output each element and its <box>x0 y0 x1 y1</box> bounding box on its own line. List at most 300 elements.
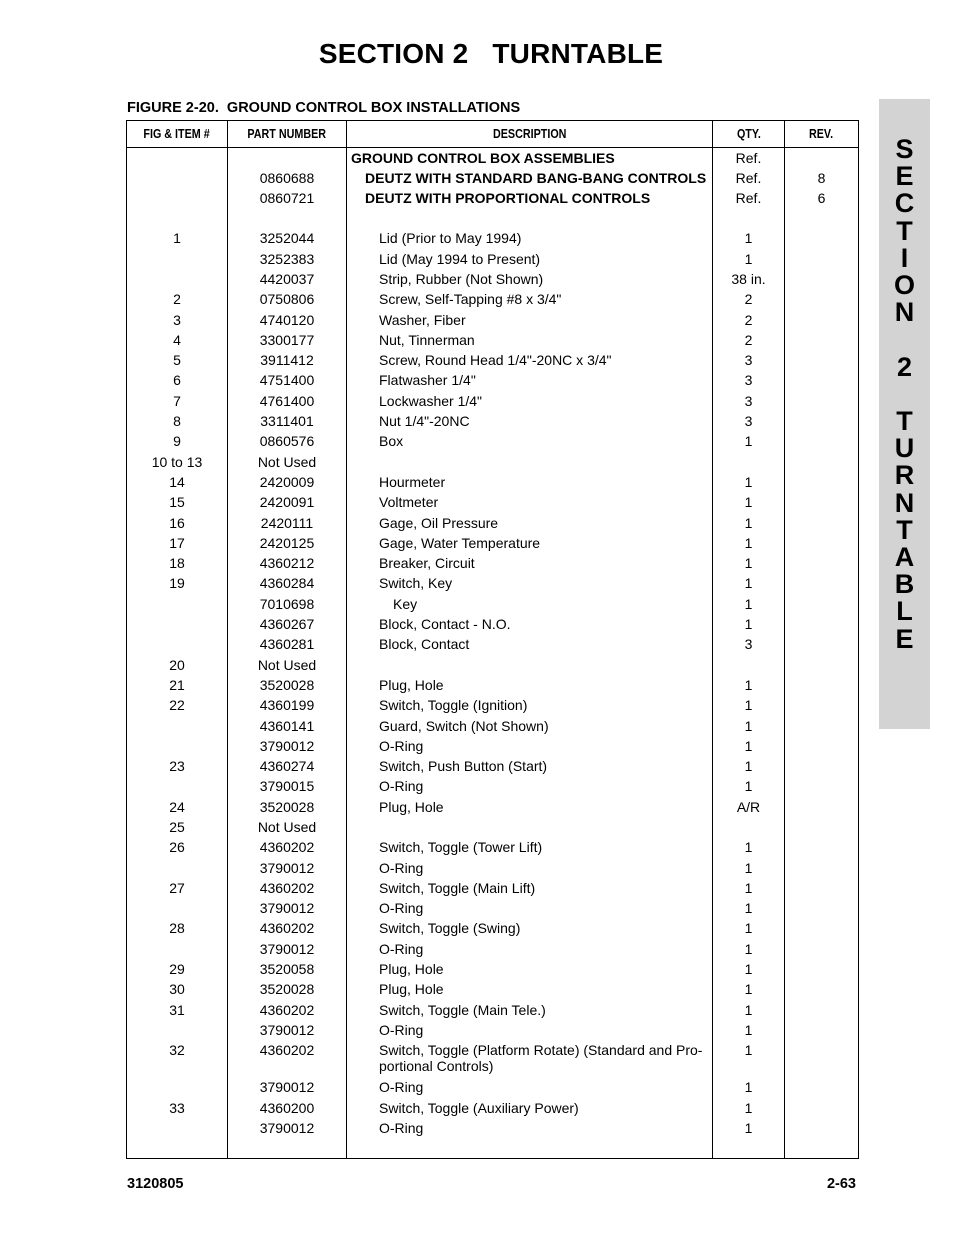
fig-item-cell <box>127 858 228 878</box>
header-part-number: PART NUMBER <box>228 121 347 148</box>
description-cell <box>347 513 713 533</box>
side-tab-letter: N <box>894 487 915 518</box>
description-text: O-Ring <box>379 778 424 795</box>
rev-cell <box>785 898 859 918</box>
part-number-cell: 4420037 <box>228 269 347 289</box>
table-row <box>127 452 859 472</box>
qty-cell: 3 <box>713 350 785 370</box>
description-text: O-Ring <box>379 1079 424 1096</box>
part-number-cell: Not Used <box>228 452 347 472</box>
fig-item-cell <box>127 939 228 959</box>
fig-item-cell: 10 to 13 <box>127 452 228 472</box>
description-cell <box>347 979 713 999</box>
qty-cell: A/R <box>713 797 785 817</box>
description-cell <box>347 553 713 573</box>
side-tab-letter: C <box>894 188 915 219</box>
part-number-cell: 0860688 <box>228 168 347 188</box>
description-text: Lid (Prior to May 1994) <box>379 230 522 247</box>
fig-item-cell: 15 <box>127 492 228 512</box>
filler-cell <box>347 1138 713 1158</box>
description-text: Voltmeter <box>379 494 439 511</box>
part-number-cell: 3790012 <box>228 898 347 918</box>
rev-cell <box>785 1118 859 1138</box>
side-tab-letter: T <box>896 406 913 437</box>
table-row <box>127 675 859 695</box>
side-tab-letter: U <box>894 433 915 464</box>
description-text: Switch, Toggle (Auxiliary Power) <box>379 1099 579 1116</box>
part-number-cell: 3790012 <box>228 939 347 959</box>
description-cell <box>347 370 713 390</box>
description-cell <box>347 898 713 918</box>
description-text: O-Ring <box>379 859 424 876</box>
fig-item-cell <box>127 594 228 614</box>
description-text: Plug, Hole <box>379 798 444 815</box>
description-text: Switch, Push Button (Start) <box>379 758 548 775</box>
rev-cell <box>785 959 859 979</box>
table-row <box>127 858 859 878</box>
description-cell <box>347 452 713 472</box>
part-number-cell: 2420125 <box>228 533 347 553</box>
rev-cell <box>785 1020 859 1040</box>
rev-cell <box>785 513 859 533</box>
description-cell <box>347 148 713 168</box>
table-row <box>127 1000 859 1020</box>
rev-cell <box>785 553 859 573</box>
part-number-cell: 4360202 <box>228 918 347 938</box>
header-fig-item: FIG & ITEM # <box>127 121 228 148</box>
fig-item-cell: 20 <box>127 655 228 675</box>
rev-cell <box>785 837 859 857</box>
description-text: Switch, Toggle (Ignition) <box>379 697 528 714</box>
part-number-cell: 3790012 <box>228 1077 347 1097</box>
table-row <box>127 168 859 188</box>
fig-item-cell: 22 <box>127 695 228 715</box>
qty-cell: Ref. <box>713 148 785 168</box>
table-header-row <box>127 121 859 148</box>
table-row <box>127 1040 859 1077</box>
description-text: GROUND CONTROL BOX ASSEMBLIES <box>351 150 615 166</box>
rev-cell <box>785 675 859 695</box>
fig-item-cell: 3 <box>127 310 228 330</box>
part-number-cell: 4761400 <box>228 391 347 411</box>
rev-cell: 8 <box>785 168 859 188</box>
fig-item-cell: 18 <box>127 553 228 573</box>
description-cell <box>347 655 713 675</box>
description-cell <box>347 837 713 857</box>
qty-cell: 1 <box>713 472 785 492</box>
part-number-cell: 3520058 <box>228 959 347 979</box>
description-text: O-Ring <box>379 1119 424 1136</box>
qty-cell: Ref. <box>713 168 785 188</box>
description-cell <box>347 533 713 553</box>
description-cell <box>347 472 713 492</box>
table-row <box>127 289 859 309</box>
fig-item-cell: 24 <box>127 797 228 817</box>
qty-cell <box>713 452 785 472</box>
fig-item-cell: 26 <box>127 837 228 857</box>
table-row <box>127 918 859 938</box>
description-text: Key <box>393 595 418 612</box>
table-row <box>127 594 859 614</box>
parts-table <box>126 120 859 1159</box>
part-number-cell: 4360202 <box>228 1040 347 1077</box>
rev-cell <box>785 269 859 289</box>
part-number-cell: 4360281 <box>228 634 347 654</box>
rev-cell <box>785 979 859 999</box>
side-tab-letter: T <box>896 215 913 246</box>
part-number-cell: 4360267 <box>228 614 347 634</box>
rev-cell <box>785 228 859 248</box>
description-text: Block, Contact - N.O. <box>379 616 511 633</box>
rev-cell <box>785 148 859 168</box>
qty-cell: 1 <box>713 1040 785 1077</box>
fig-item-cell <box>127 1118 228 1138</box>
description-cell <box>347 431 713 451</box>
table-row <box>127 817 859 837</box>
qty-cell: 1 <box>713 675 785 695</box>
part-number-cell: 0860576 <box>228 431 347 451</box>
description-text: Screw, Round Head 1/4"-20NC x 3/4" <box>379 352 612 369</box>
part-number-cell: 2420111 <box>228 513 347 533</box>
rev-cell <box>785 614 859 634</box>
description-cell <box>347 1098 713 1118</box>
rev-cell <box>785 411 859 431</box>
fig-item-cell: 28 <box>127 918 228 938</box>
side-tab-letter <box>879 326 930 353</box>
part-number-cell: 2420091 <box>228 492 347 512</box>
table-row <box>127 959 859 979</box>
side-tab-letter: O <box>893 270 915 301</box>
table-row <box>127 228 859 248</box>
description-text: Box <box>379 433 404 450</box>
table-row <box>127 513 859 533</box>
part-number-cell: Not Used <box>228 817 347 837</box>
figure-title: FIGURE 2-20. GROUND CONTROL BOX INSTALLATIONS <box>127 100 521 116</box>
part-number-cell: 3311401 <box>228 411 347 431</box>
header-rev: REV. <box>785 121 859 148</box>
qty-cell: 1 <box>713 431 785 451</box>
rev-cell <box>785 452 859 472</box>
fig-item-cell <box>127 188 228 208</box>
part-number-cell: 2420009 <box>228 472 347 492</box>
description-cell <box>347 756 713 776</box>
qty-cell: 3 <box>713 370 785 390</box>
qty-cell: 1 <box>713 959 785 979</box>
side-tab-letter: E <box>895 161 914 192</box>
side-tab-letter: L <box>896 596 913 627</box>
qty-cell: 2 <box>713 330 785 350</box>
table-row <box>127 837 859 857</box>
description-text: Breaker, Circuit <box>379 555 475 572</box>
part-number-cell: 3520028 <box>228 979 347 999</box>
qty-cell: 1 <box>713 228 785 248</box>
qty-cell: 2 <box>713 310 785 330</box>
fig-item-cell: 21 <box>127 675 228 695</box>
part-number-cell: 3790015 <box>228 776 347 796</box>
description-text: Strip, Rubber (Not Shown) <box>379 270 544 287</box>
description-cell <box>347 878 713 898</box>
section-title: SECTION 2 TURNTABLE <box>318 38 664 69</box>
qty-cell: 1 <box>713 898 785 918</box>
qty-cell: 1 <box>713 249 785 269</box>
table-row <box>127 208 859 228</box>
description-cell <box>347 350 713 370</box>
part-number-cell: 4360199 <box>228 695 347 715</box>
part-number-cell: 4360200 <box>228 1098 347 1118</box>
description-text: Plug, Hole <box>379 961 444 978</box>
table-row <box>127 614 859 634</box>
description-text: Switch, Toggle (Platform Rotate) (Standard and Pro-portional Controls) <box>379 1042 703 1075</box>
description-cell <box>347 918 713 938</box>
rev-cell <box>785 370 859 390</box>
description-text: Nut 1/4"-20NC <box>379 413 470 430</box>
table-row <box>127 533 859 553</box>
rev-cell: 6 <box>785 188 859 208</box>
fig-item-cell <box>127 634 228 654</box>
qty-cell: 1 <box>713 533 785 553</box>
fig-item-cell: 27 <box>127 878 228 898</box>
table-row <box>127 330 859 350</box>
description-text: Lockwasher 1/4" <box>379 392 483 409</box>
qty-cell: 1 <box>713 979 785 999</box>
qty-cell: 1 <box>713 736 785 756</box>
table-row <box>127 736 859 756</box>
section-side-tab <box>879 99 930 729</box>
fig-item-cell <box>127 148 228 168</box>
table-row <box>127 391 859 411</box>
side-tab-letter: R <box>894 460 915 491</box>
qty-cell: 1 <box>713 492 785 512</box>
fig-item-cell: 9 <box>127 431 228 451</box>
qty-cell: 1 <box>713 776 785 796</box>
description-cell <box>347 959 713 979</box>
qty-cell: 1 <box>713 1118 785 1138</box>
description-text: O-Ring <box>379 900 424 917</box>
rev-cell <box>785 716 859 736</box>
description-text: Plug, Hole <box>379 981 444 998</box>
table-row <box>127 188 859 208</box>
qty-cell: 3 <box>713 411 785 431</box>
qty-cell: 1 <box>713 513 785 533</box>
rev-cell <box>785 492 859 512</box>
rev-cell <box>785 878 859 898</box>
side-tab-letter: N <box>894 297 915 328</box>
side-tab-letter: E <box>895 623 914 654</box>
filler-cell <box>228 1138 347 1158</box>
part-number-cell: 4360202 <box>228 837 347 857</box>
part-number-cell: 4360202 <box>228 878 347 898</box>
table-filler-row <box>127 1138 859 1158</box>
side-tab-letter: I <box>900 242 909 273</box>
part-number-cell: 7010698 <box>228 594 347 614</box>
fig-item-cell <box>127 249 228 269</box>
description-cell <box>347 695 713 715</box>
qty-cell: 1 <box>713 1077 785 1097</box>
rev-cell <box>785 736 859 756</box>
fig-item-cell: 19 <box>127 573 228 593</box>
table-row <box>127 716 859 736</box>
description-cell <box>347 330 713 350</box>
rev-cell <box>785 918 859 938</box>
qty-cell: 1 <box>713 1020 785 1040</box>
description-text: O-Ring <box>379 737 424 754</box>
part-number-cell <box>228 148 347 168</box>
description-cell <box>347 797 713 817</box>
rev-cell <box>785 431 859 451</box>
rev-cell <box>785 695 859 715</box>
qty-cell <box>713 208 785 228</box>
fig-item-cell <box>127 736 228 756</box>
qty-cell: 3 <box>713 634 785 654</box>
description-text: Block, Contact <box>379 636 470 653</box>
fig-item-cell <box>127 269 228 289</box>
description-cell <box>347 208 713 228</box>
rev-cell <box>785 594 859 614</box>
fig-item-cell: 23 <box>127 756 228 776</box>
side-tab-letter: A <box>894 542 915 573</box>
qty-cell: 1 <box>713 939 785 959</box>
part-number-cell: 4360212 <box>228 553 347 573</box>
qty-cell <box>713 817 785 837</box>
table-row <box>127 249 859 269</box>
description-cell <box>347 269 713 289</box>
description-cell <box>347 188 713 208</box>
fig-item-cell <box>127 776 228 796</box>
document-number: 3120805 <box>127 1176 184 1192</box>
fig-item-cell: 5 <box>127 350 228 370</box>
part-number-cell: Not Used <box>228 655 347 675</box>
qty-cell: 1 <box>713 573 785 593</box>
part-number-cell: 3790012 <box>228 1118 347 1138</box>
part-number-cell: 3520028 <box>228 797 347 817</box>
fig-item-cell <box>127 716 228 736</box>
rev-cell <box>785 939 859 959</box>
rev-cell <box>785 817 859 837</box>
qty-cell: 1 <box>713 553 785 573</box>
table-row <box>127 776 859 796</box>
fig-item-cell: 30 <box>127 979 228 999</box>
table-row <box>127 310 859 330</box>
rev-cell <box>785 756 859 776</box>
fig-item-cell <box>127 1020 228 1040</box>
rev-cell <box>785 797 859 817</box>
qty-cell: 1 <box>713 918 785 938</box>
rev-cell <box>785 776 859 796</box>
fig-item-cell: 16 <box>127 513 228 533</box>
filler-cell <box>785 1138 859 1158</box>
description-cell <box>347 675 713 695</box>
table-row <box>127 492 859 512</box>
side-tab-letter: S <box>895 134 914 164</box>
table-row <box>127 370 859 390</box>
table-row <box>127 634 859 654</box>
table-row <box>127 878 859 898</box>
part-number-cell: 0750806 <box>228 289 347 309</box>
fig-item-cell: 31 <box>127 1000 228 1020</box>
description-cell <box>347 228 713 248</box>
rev-cell <box>785 634 859 654</box>
fig-item-cell: 8 <box>127 411 228 431</box>
table-row <box>127 797 859 817</box>
description-text: Screw, Self-Tapping #8 x 3/4" <box>379 291 562 308</box>
description-cell <box>347 249 713 269</box>
table-row <box>127 148 859 168</box>
description-cell <box>347 310 713 330</box>
fig-item-cell <box>127 614 228 634</box>
side-tab-text <box>879 136 930 653</box>
description-cell <box>347 858 713 878</box>
description-cell <box>347 168 713 188</box>
description-text: Gage, Water Temperature <box>379 534 541 551</box>
qty-cell: 1 <box>713 1098 785 1118</box>
description-text: Switch, Key <box>379 575 453 592</box>
description-cell <box>347 817 713 837</box>
description-cell <box>347 573 713 593</box>
qty-cell: 1 <box>713 837 785 857</box>
side-tab-letter <box>879 381 930 408</box>
description-cell <box>347 716 713 736</box>
rev-cell <box>785 330 859 350</box>
description-text: Lid (May 1994 to Present) <box>379 250 541 267</box>
description-cell <box>347 736 713 756</box>
description-text: O-Ring <box>379 940 424 957</box>
side-tab-letter: B <box>894 569 915 600</box>
qty-cell: 1 <box>713 756 785 776</box>
qty-cell: 1 <box>713 695 785 715</box>
part-number-cell: 4740120 <box>228 310 347 330</box>
description-cell <box>347 391 713 411</box>
description-text: Gage, Oil Pressure <box>379 514 499 531</box>
part-number-cell: 4360284 <box>228 573 347 593</box>
qty-cell: 1 <box>713 594 785 614</box>
side-tab-letter: 2 <box>896 351 913 382</box>
part-number-cell: 3252383 <box>228 249 347 269</box>
description-text: Switch, Toggle (Main Lift) <box>379 879 536 896</box>
description-cell <box>347 1077 713 1097</box>
fig-item-cell <box>127 168 228 188</box>
fig-item-cell <box>127 1077 228 1097</box>
description-text: Hourmeter <box>379 473 446 490</box>
table-row <box>127 939 859 959</box>
filler-cell <box>127 1138 228 1158</box>
table-row <box>127 553 859 573</box>
qty-cell: Ref. <box>713 188 785 208</box>
description-text: Switch, Toggle (Swing) <box>379 920 521 937</box>
table-row <box>127 431 859 451</box>
description-text: Nut, Tinnerman <box>379 331 475 348</box>
side-tab-letter: T <box>896 514 913 545</box>
page-number: 2-63 <box>826 1176 856 1192</box>
part-number-cell: 4360274 <box>228 756 347 776</box>
description-text: Guard, Switch (Not Shown) <box>379 717 549 734</box>
description-text: O-Ring <box>379 1021 424 1038</box>
fig-item-cell: 14 <box>127 472 228 492</box>
qty-cell: 1 <box>713 1000 785 1020</box>
fig-item-cell <box>127 208 228 228</box>
part-number-cell: 3790012 <box>228 736 347 756</box>
description-cell <box>347 1020 713 1040</box>
header-qty: QTY. <box>713 121 785 148</box>
rev-cell <box>785 1040 859 1077</box>
header-description: DESCRIPTION <box>347 121 713 148</box>
description-cell <box>347 1118 713 1138</box>
description-cell <box>347 634 713 654</box>
description-cell <box>347 411 713 431</box>
qty-cell <box>713 655 785 675</box>
rev-cell <box>785 1098 859 1118</box>
rev-cell <box>785 1000 859 1020</box>
rev-cell <box>785 310 859 330</box>
